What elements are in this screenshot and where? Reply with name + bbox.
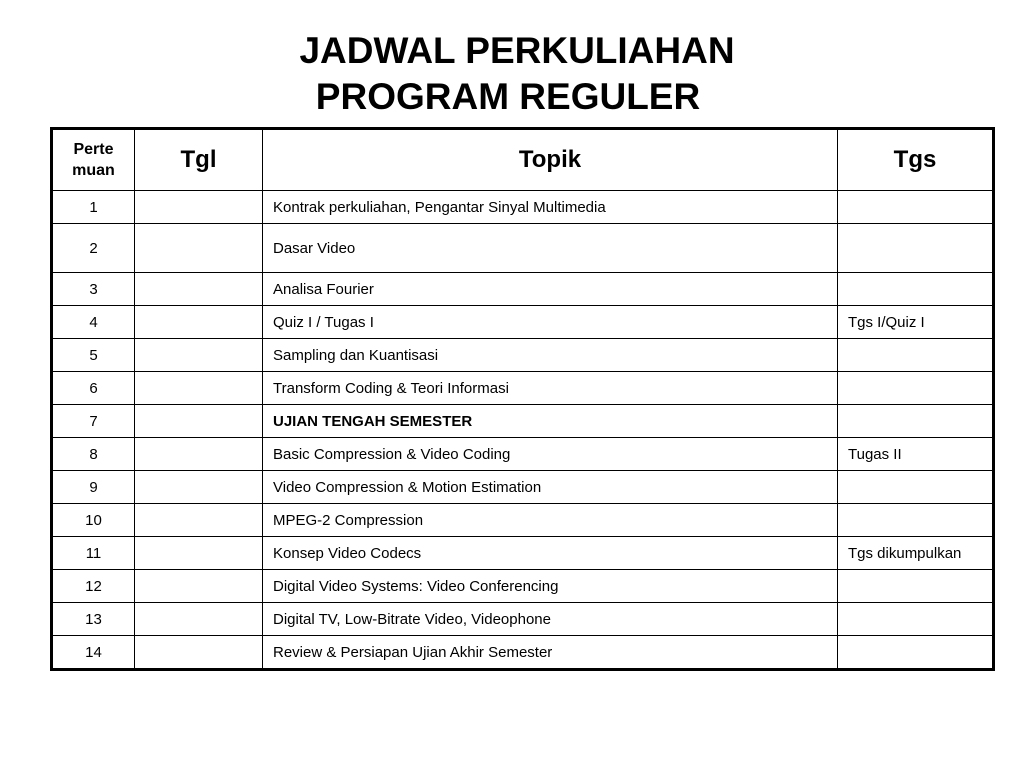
cell-topik: Quiz I / Tugas I — [263, 306, 838, 339]
cell-pertemuan: 12 — [52, 570, 135, 603]
table-row — [52, 224, 994, 273]
cell-topik: Digital Video Systems: Video Conferencing — [263, 570, 838, 603]
page-title-line-2: PROGRAM REGULER — [315, 76, 701, 117]
table-row — [52, 636, 994, 670]
header-pertemuan-line-1: Perte — [73, 141, 114, 158]
header-pertemuan — [52, 129, 135, 191]
cell-pertemuan: 9 — [52, 471, 135, 504]
table-row — [52, 603, 994, 636]
cell-tgl — [135, 537, 263, 570]
table-row — [52, 339, 994, 372]
table-row — [52, 273, 994, 306]
cell-tgl — [135, 339, 263, 372]
cell-topik: MPEG-2 Compression — [263, 504, 838, 537]
cell-topik: Dasar Video — [263, 224, 838, 273]
cell-topik: UJIAN TENGAH SEMESTER — [263, 405, 838, 438]
cell-topik: Video Compression & Motion Estimation — [263, 471, 838, 504]
cell-tgs: Tgs I/Quiz I — [838, 306, 994, 339]
cell-tgs — [838, 372, 994, 405]
page-title-line-1: JADWAL PERKULIAHAN — [299, 30, 735, 71]
cell-tgl — [135, 636, 263, 670]
cell-tgs — [838, 570, 994, 603]
cell-tgl — [135, 372, 263, 405]
cell-pertemuan: 2 — [52, 224, 135, 273]
cell-tgl — [135, 504, 263, 537]
cell-tgl — [135, 570, 263, 603]
cell-tgl — [135, 224, 263, 273]
cell-pertemuan: 4 — [52, 306, 135, 339]
cell-tgl — [135, 603, 263, 636]
cell-pertemuan: 1 — [52, 191, 135, 224]
cell-tgs — [838, 636, 994, 670]
cell-tgs — [838, 224, 994, 273]
cell-tgs — [838, 504, 994, 537]
cell-tgl — [135, 273, 263, 306]
cell-pertemuan: 5 — [52, 339, 135, 372]
cell-tgs — [838, 191, 994, 224]
cell-pertemuan: 7 — [52, 405, 135, 438]
cell-pertemuan: 13 — [52, 603, 135, 636]
cell-topik: Review & Persiapan Ujian Akhir Semester — [263, 636, 838, 670]
cell-topik: Analisa Fourier — [263, 273, 838, 306]
table-row — [52, 191, 994, 224]
cell-topik: Basic Compression & Video Coding — [263, 438, 838, 471]
header-pertemuan-line-2: muan — [72, 162, 115, 179]
header-tgl: Tgl — [135, 129, 263, 191]
cell-topik: Digital TV, Low-Bitrate Video, Videophone — [263, 603, 838, 636]
header-topik: Topik — [263, 129, 838, 191]
cell-pertemuan: 10 — [52, 504, 135, 537]
cell-tgl — [135, 405, 263, 438]
table-row — [52, 504, 994, 537]
cell-pertemuan: 11 — [52, 537, 135, 570]
cell-tgs — [838, 471, 994, 504]
cell-tgl — [135, 191, 263, 224]
cell-pertemuan: 14 — [52, 636, 135, 670]
cell-tgs: Tugas II — [838, 438, 994, 471]
cell-tgl — [135, 471, 263, 504]
table-row — [52, 405, 994, 438]
table-row — [52, 306, 994, 339]
cell-topik: Transform Coding & Teori Informasi — [263, 372, 838, 405]
table-row — [52, 438, 994, 471]
cell-tgs — [838, 339, 994, 372]
cell-pertemuan: 3 — [52, 273, 135, 306]
cell-tgl — [135, 306, 263, 339]
cell-topik: Sampling dan Kuantisasi — [263, 339, 838, 372]
table-row — [52, 570, 994, 603]
table-row — [52, 372, 994, 405]
cell-topik: Konsep Video Codecs — [263, 537, 838, 570]
cell-tgl — [135, 438, 263, 471]
cell-tgs — [838, 603, 994, 636]
cell-tgs — [838, 405, 994, 438]
cell-topik: Kontrak perkuliahan, Pengantar Sinyal Multimedia — [263, 191, 838, 224]
schedule-table — [50, 127, 995, 671]
cell-pertemuan: 6 — [52, 372, 135, 405]
table-header-row — [52, 129, 994, 191]
page-title — [0, 28, 1024, 120]
table-row — [52, 537, 994, 570]
header-tgs: Tgs — [838, 129, 994, 191]
cell-tgs: Tgs dikumpulkan — [838, 537, 994, 570]
table-row — [52, 471, 994, 504]
cell-tgs — [838, 273, 994, 306]
cell-pertemuan: 8 — [52, 438, 135, 471]
